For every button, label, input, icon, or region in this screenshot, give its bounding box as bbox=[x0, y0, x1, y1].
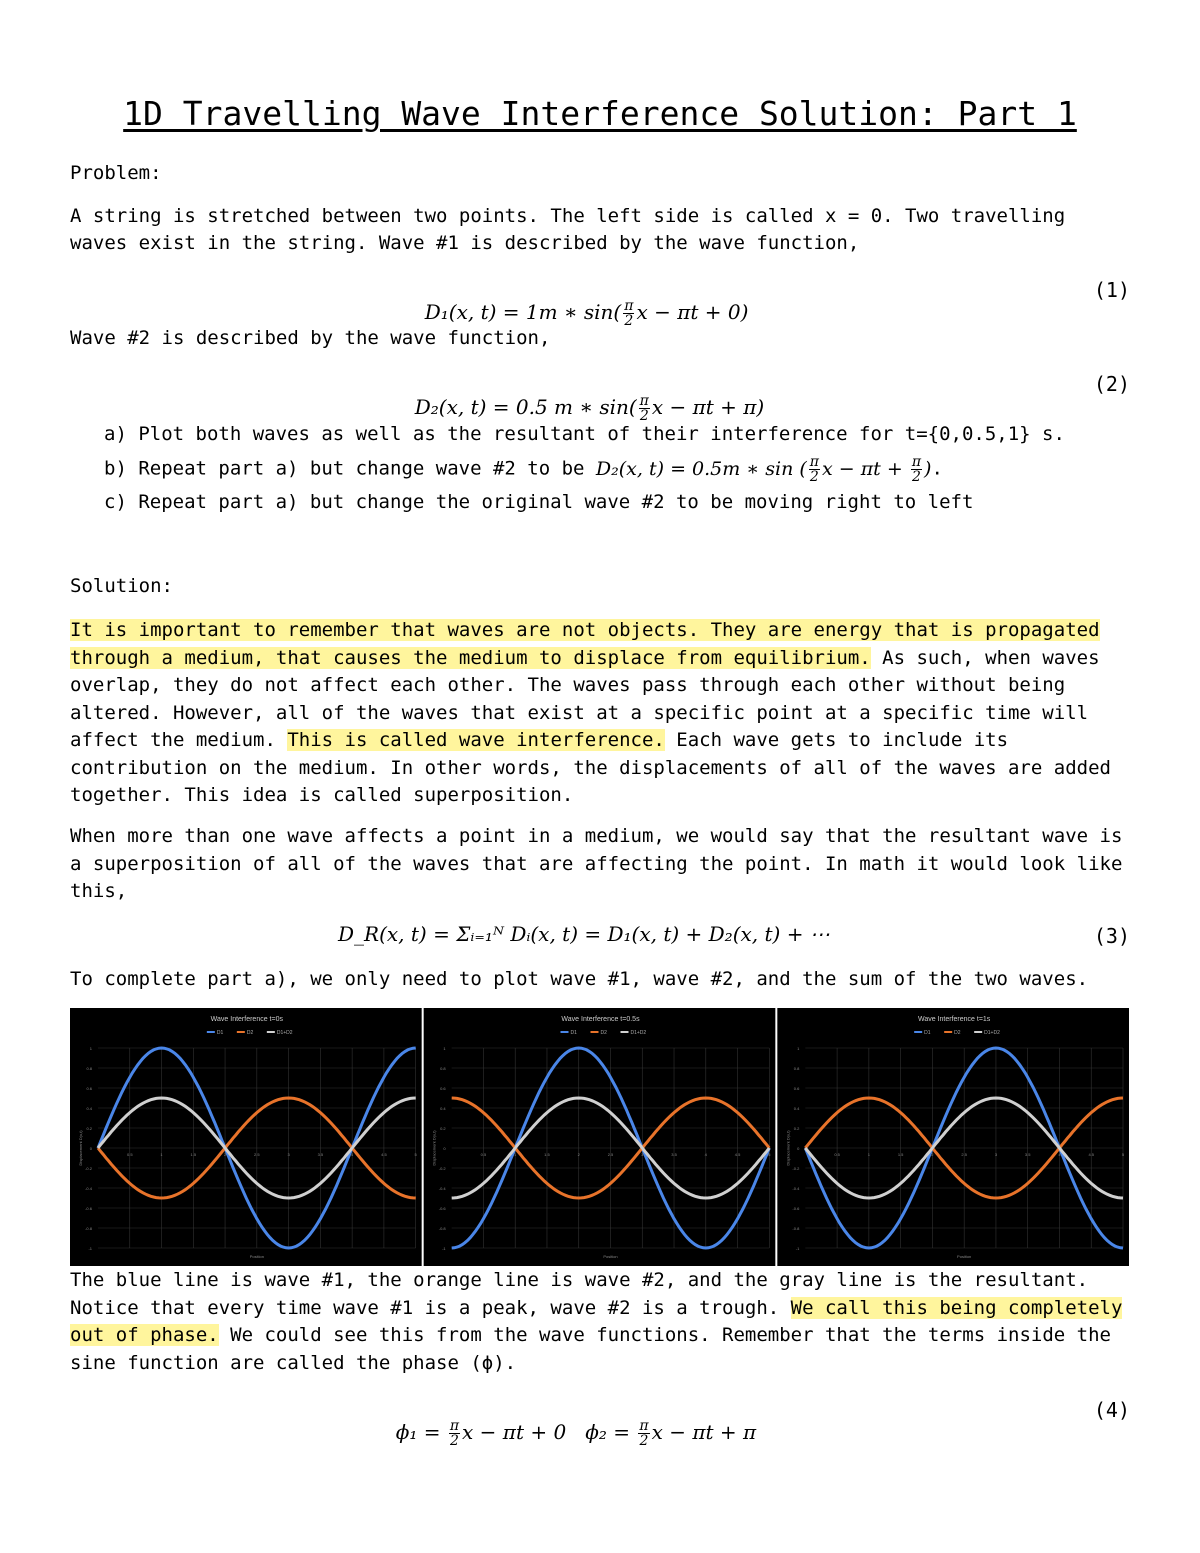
y-tick-label: 0.4 bbox=[440, 1106, 446, 1111]
y-tick-label: 0.6 bbox=[86, 1086, 92, 1091]
x-tick-label: 5 bbox=[768, 1152, 771, 1157]
y-tick-label: -0.6 bbox=[438, 1206, 446, 1211]
y-tick-label: -0.8 bbox=[85, 1226, 92, 1231]
x-tick-label: 3.5 bbox=[317, 1152, 324, 1157]
equation-3-number: (3) bbox=[1093, 924, 1130, 948]
y-tick-label: -0.4 bbox=[438, 1186, 446, 1191]
y-tick-label: 0.8 bbox=[86, 1066, 92, 1071]
legend-label: D1+D2 bbox=[276, 1030, 293, 1036]
x-tick-label: 3 bbox=[994, 1152, 998, 1157]
equation-4-number: (4) bbox=[1093, 1398, 1130, 1422]
equation-2-number: (2) bbox=[1093, 372, 1130, 396]
x-tick-label: 3 bbox=[287, 1152, 290, 1157]
chart-title: Wave Interference t=0.5s bbox=[561, 1016, 640, 1023]
x-tick-label: 1 bbox=[160, 1152, 163, 1157]
x-axis-label: Position bbox=[603, 1254, 618, 1259]
x-tick-label: 0.5 bbox=[126, 1152, 133, 1157]
y-tick-label: -1 bbox=[442, 1246, 446, 1251]
y-tick-label: -0.2 bbox=[438, 1166, 446, 1171]
chart-2 bbox=[777, 1008, 1129, 1266]
x-tick-label: 5 bbox=[1121, 1152, 1125, 1157]
fraction-pi-over-2: $\frac{\pi}{2}$ bbox=[624, 298, 634, 329]
equation-1 bbox=[412, 275, 748, 328]
solution-label: Solution: bbox=[70, 575, 173, 597]
x-tick-label: 3 bbox=[641, 1152, 644, 1157]
chart-0 bbox=[70, 1008, 422, 1266]
highlight-1: It is important to remember that waves are not objects. They are energy that is propagated through a medium, that causes the medium to displace from equilibrium. bbox=[70, 619, 1100, 669]
y-axis-label: Displacement D(x,t) bbox=[78, 1130, 83, 1166]
legend-label: D1 bbox=[216, 1030, 224, 1036]
chart-background bbox=[70, 1008, 422, 1266]
legend-label: D1+D2 bbox=[630, 1030, 647, 1036]
chart-background bbox=[777, 1008, 1129, 1266]
paragraph-4: The blue line is wave #1, the orange line is wave #2, and the gray line is the resultant. Notice that every time wave #1 is a peak, wave #2 is a trough. We call this being completely out of phase. We could see this from the wave functions. Remember that the terms inside the sine function are called the phase (ϕ). bbox=[70, 1269, 1123, 1374]
y-tick-label: 1 bbox=[443, 1046, 446, 1051]
x-tick-label: 0.5 bbox=[480, 1152, 487, 1157]
legend-label: D2 bbox=[246, 1030, 254, 1036]
y-tick-label: 0.8 bbox=[793, 1066, 800, 1071]
interference-charts bbox=[70, 1008, 1131, 1266]
equation-4: ϕ₁ = $\frac{\pi}{2}$ x − πt + 0 ϕ₂ = $\frac{\pi}{2}$ x − πt + π bbox=[395, 1418, 757, 1449]
wave2-text: Wave #2 is described by the wave function, bbox=[70, 327, 551, 349]
x-tick-label: 1.5 bbox=[544, 1152, 550, 1157]
y-tick-label: 0.2 bbox=[793, 1126, 800, 1131]
equation-2-rest: x − πt + π) bbox=[651, 395, 765, 419]
x-tick-label: 2.5 bbox=[254, 1152, 260, 1157]
highlight-3: We call this being completely out of phase. bbox=[70, 1296, 1123, 1346]
x-tick-label: 1.5 bbox=[190, 1152, 197, 1157]
y-tick-label: 0.4 bbox=[86, 1106, 92, 1111]
y-axis-label: Displacement D(x,t) bbox=[431, 1130, 437, 1166]
legend-label: D1 bbox=[924, 1030, 931, 1036]
paragraph-3: To complete part a), we only need to plot wave #1, wave #2, and the sum of the two waves. bbox=[70, 968, 1089, 990]
legend-label: D2 bbox=[954, 1030, 961, 1036]
y-tick-label: 0 bbox=[797, 1146, 800, 1151]
y-tick-label: -0.4 bbox=[792, 1186, 800, 1191]
y-tick-label: -0.2 bbox=[792, 1166, 800, 1171]
equation-2 bbox=[402, 370, 764, 423]
paragraph-2: When more than one wave affects a point in a medium, we would say that the resultant wave is a superposition of all of the waves that are affecting the point. In math it would look like this, bbox=[70, 825, 1123, 902]
x-tick-label: 1.5 bbox=[897, 1152, 904, 1157]
y-tick-label: -0.8 bbox=[438, 1226, 446, 1231]
highlight-2: This is called wave interference. bbox=[287, 729, 665, 751]
page-title: 1D Travelling Wave Interference Solution: Part 1 bbox=[123, 94, 1077, 133]
x-tick-label: 2 bbox=[931, 1152, 934, 1157]
x-tick-label: 4.5 bbox=[381, 1152, 387, 1157]
equation-2-lhs: D₂(x, t) = 0.5 m ∗ sin( bbox=[414, 395, 637, 419]
x-tick-label: 3.5 bbox=[671, 1152, 677, 1157]
x-tick-label: 5 bbox=[414, 1152, 417, 1157]
y-tick-label: 0 bbox=[443, 1146, 446, 1151]
x-tick-label: 2 bbox=[223, 1152, 227, 1157]
chart-title: Wave Interference t=1s bbox=[918, 1016, 991, 1023]
y-tick-label: 0.4 bbox=[793, 1106, 800, 1111]
y-tick-label: -0.6 bbox=[792, 1206, 800, 1211]
y-tick-label: 0.6 bbox=[440, 1086, 446, 1091]
x-tick-label: 2 bbox=[577, 1152, 580, 1157]
x-tick-label: 4.5 bbox=[1088, 1152, 1095, 1157]
x-axis-label: Position bbox=[249, 1254, 264, 1259]
y-tick-label: -1 bbox=[795, 1246, 800, 1251]
part-c: c) Repeat part a) but change the original wave #2 to be moving right to left bbox=[104, 491, 974, 513]
part-a: a) Plot both waves as well as the resultant of their interference for t={0,0.5,1} s. bbox=[104, 423, 1065, 445]
legend-label: D1 bbox=[570, 1030, 577, 1036]
equation-1-lhs: D₁(x, t) = 1m ∗ sin( bbox=[424, 300, 622, 324]
equation-3: D_R(x, t) = Σᵢ₌₁ᴺ Dᵢ(x, t) = D₁(x, t) + D₂(x, t) + ⋯ bbox=[338, 922, 830, 946]
y-tick-label: 0.6 bbox=[793, 1086, 800, 1091]
y-tick-label: 0 bbox=[89, 1146, 92, 1151]
x-tick-label: 2.5 bbox=[607, 1152, 614, 1157]
y-tick-label: -0.2 bbox=[85, 1166, 92, 1171]
part-b: b) Repeat part a) but change wave #2 to be D₂(x, t) = 0.5m ∗ sin ( $\frac{\pi}{2}$ x − πt + $\frac{\pi}{2}$ ). bbox=[104, 454, 943, 485]
equation-1-rest: x − πt + 0) bbox=[636, 300, 749, 324]
legend-label: D2 bbox=[600, 1030, 607, 1036]
x-axis-label: Position bbox=[957, 1254, 972, 1259]
x-tick-label: 1 bbox=[867, 1152, 870, 1157]
fraction-pi-over-2: $\frac{\pi}{2}$ bbox=[639, 393, 649, 424]
y-tick-label: 1 bbox=[89, 1046, 92, 1051]
y-tick-label: 0.2 bbox=[86, 1126, 92, 1131]
problem-text-line-1: A string is stretched between two points. The left side is called x = 0. Two travelling bbox=[70, 205, 1066, 227]
y-tick-label: -1 bbox=[88, 1246, 92, 1251]
problem-text-line-2: waves exist in the string. Wave #1 is described by the wave function, bbox=[70, 232, 860, 254]
x-tick-label: 4.5 bbox=[734, 1152, 741, 1157]
x-tick-label: 1 bbox=[514, 1152, 517, 1157]
x-tick-label: 4 bbox=[351, 1152, 354, 1157]
x-tick-label: 4 bbox=[704, 1152, 707, 1157]
chart-title: Wave Interference t=0s bbox=[210, 1016, 283, 1023]
y-tick-label: 1 bbox=[797, 1046, 800, 1051]
legend-label: D1+D2 bbox=[984, 1030, 1000, 1036]
y-tick-label: -0.4 bbox=[85, 1186, 92, 1191]
y-tick-label: 0.2 bbox=[440, 1126, 446, 1131]
x-tick-label: 4 bbox=[1058, 1152, 1061, 1157]
x-tick-label: 0.5 bbox=[834, 1152, 840, 1157]
chart-1 bbox=[424, 1008, 776, 1266]
y-tick-label: -0.6 bbox=[85, 1206, 92, 1211]
equation-1-number: (1) bbox=[1093, 278, 1130, 302]
problem-label: Problem: bbox=[70, 162, 162, 184]
y-tick-label: -0.8 bbox=[792, 1226, 800, 1231]
y-tick-label: 0.8 bbox=[440, 1066, 446, 1071]
y-axis-label: Displacement D(x,t) bbox=[785, 1130, 791, 1166]
x-tick-label: 3.5 bbox=[1024, 1152, 1031, 1157]
paragraph-1: It is important to remember that waves are not objects. They are energy that is propagated through a medium, that causes the medium to displace from equilibrium. As such, when waves overlap, they do not affect each other. The waves pass through each other without being altered. However, all of the waves that exist at a specific point at a specific time will affect the medium. This is called wave interference. Each wave gets to include its contribution on the medium. In other words, the displacements of all of the waves are added together. This idea is called superposition. bbox=[70, 619, 1111, 806]
x-tick-label: 2.5 bbox=[961, 1152, 967, 1157]
part-b-equation: D₂(x, t) = 0.5m ∗ sin ( $\frac{\pi}{2}$ x − πt + $\frac{\pi}{2}$ ) bbox=[595, 454, 932, 485]
